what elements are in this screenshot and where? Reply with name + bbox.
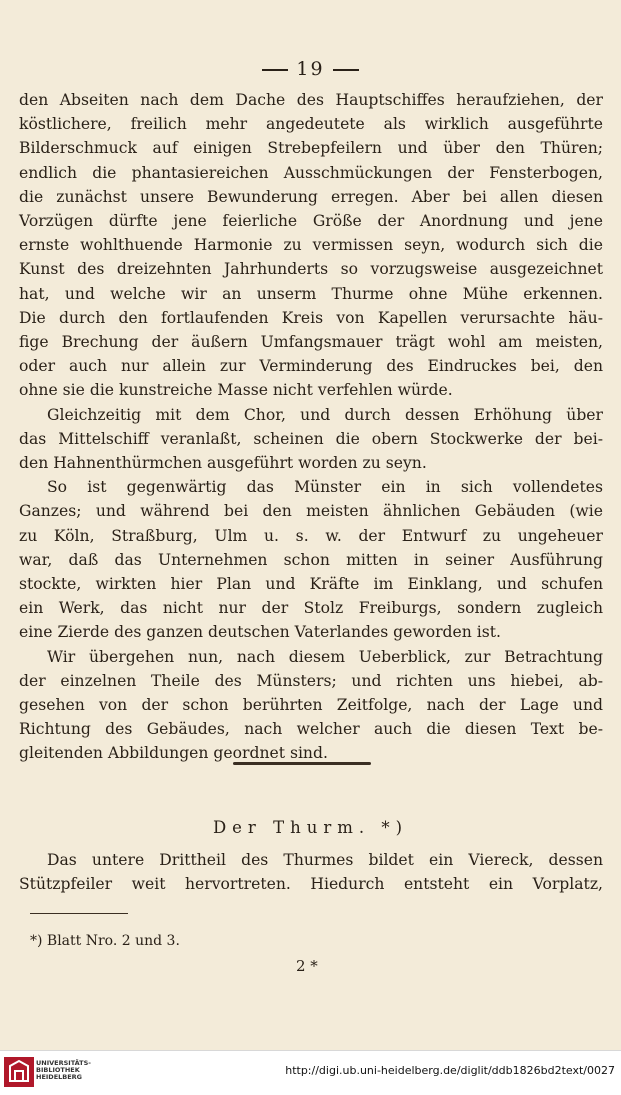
- text-line: Gleichzeitig mit dem Chor, und durch dessen Erhöhung über: [47, 405, 603, 424]
- page-number: 19: [296, 58, 325, 80]
- text-line: Vorzügen dürfte jene feierliche Größe der Anordnung und jene: [19, 212, 603, 231]
- text-line: hat, und welche wir an unserm Thurme ohne Mühe erkennen.: [19, 284, 603, 303]
- signature-mark: 2 *: [296, 957, 318, 975]
- text-line: So ist gegenwärtig das Münster ein in sich vollendetes: [47, 478, 603, 497]
- library-name: [36, 1060, 91, 1082]
- library-name-line: UNIVERSITÄTS-: [36, 1059, 91, 1067]
- text-line: Das untere Drittheil des Thurmes bildet ein Viereck, dessen: [47, 851, 603, 869]
- text-line: eine Zierde des ganzen deutschen Vaterlandes geworden ist.: [19, 623, 501, 642]
- text-line: ernste wohlthuende Harmonie zu vermissen seyn, wodurch sich die: [19, 236, 603, 255]
- text-line: den Hahnenthürmchen ausgeführt worden zu seyn.: [19, 454, 427, 473]
- text-line: stockte, wirkten hier Plan und Kräfte im Einklang, und schufen: [19, 575, 603, 594]
- text-line: Bilderschmuck auf einigen Strebepfeilern und über den Thüren;: [19, 139, 603, 158]
- text-line: gesehen von der schon berührten Zeitfolge, nach der Lage und: [19, 696, 603, 715]
- page-header: [0, 58, 621, 80]
- text-line: den Abseiten nach dem Dache des Hauptschiffes heraufziehen, der: [19, 91, 603, 109]
- text-line: endlich die phantasiereichen Ausschmückungen der Fensterbogen,: [19, 163, 603, 182]
- viewer-footer: [0, 1050, 621, 1095]
- main-text: [19, 88, 603, 766]
- text-line: der einzelnen Theile des Münsters; und richten uns hiebei, ab-: [19, 671, 603, 690]
- text-line: zu Köln, Straßburg, Ulm u. s. w. der Entwurf zu ungeheuer: [19, 526, 603, 545]
- text-line: gleitenden Abbildungen geordnet sind.: [19, 744, 328, 763]
- source-url-link[interactable]: http://digi.ub.uni-heidelberg.de/diglit/ddb1826bd2text/0027: [285, 1064, 615, 1077]
- text-line: Richtung des Gebäudes, nach welcher auch die diesen Text be-: [19, 720, 603, 739]
- text-line: ohne sie die kunstreiche Masse nicht verfehlen würde.: [19, 381, 453, 400]
- footnote: *) Blatt Nro. 2 und 3.: [30, 933, 180, 949]
- text-line: das Mittelschiff veranlaßt, scheinen die obern Stockwerke der bei-: [19, 429, 603, 448]
- footnote-rule: [30, 913, 128, 914]
- section-divider: [233, 762, 371, 765]
- header-dash-right: [333, 69, 359, 71]
- text-line: Wir übergehen nun, nach diesem Ueberblick, zur Betrachtung: [47, 647, 603, 666]
- university-logo-icon: [4, 1057, 34, 1087]
- paragraph-1: [19, 88, 603, 403]
- section-text: [19, 848, 603, 896]
- header-dash-left: [262, 69, 288, 71]
- library-name-line: BIBLIOTHEK: [36, 1066, 80, 1075]
- text-line: oder auch nur allein zur Verminderung des Eindruckes bei, den: [19, 357, 603, 376]
- text-line: die zunächst unsere Bewunderung erregen. Aber bei allen diesen: [19, 187, 603, 206]
- library-name-line: HEIDELBERG: [36, 1073, 83, 1082]
- paragraph-4: [19, 645, 603, 766]
- paragraph-2: [19, 403, 603, 476]
- text-line: Die durch den fortlaufenden Kreis von Kapellen verursachte häu-: [19, 308, 603, 327]
- text-line: Stützpfeiler weit hervortreten. Hiedurch entsteht ein Vorplatz,: [19, 875, 603, 894]
- paragraph-3: [19, 475, 603, 644]
- text-line: fige Brechung der äußern Umfangsmauer trägt wohl am meisten,: [19, 333, 603, 352]
- text-line: war, daß das Unternehmen schon mitten in seiner Ausführung: [19, 550, 603, 569]
- section-title: Der Thurm. *): [212, 818, 409, 837]
- text-line: Kunst des dreizehnten Jahrhunderts so vorzugsweise ausgezeichnet: [19, 260, 603, 279]
- text-line: ein Werk, das nicht nur der Stolz Freiburgs, sondern zugleich: [19, 599, 603, 618]
- text-line: köstlichere, freilich mehr angedeutete als wirklich ausgeführte: [19, 115, 603, 134]
- text-line: Ganzes; und während bei den meisten ähnlichen Gebäuden (wie: [19, 502, 603, 521]
